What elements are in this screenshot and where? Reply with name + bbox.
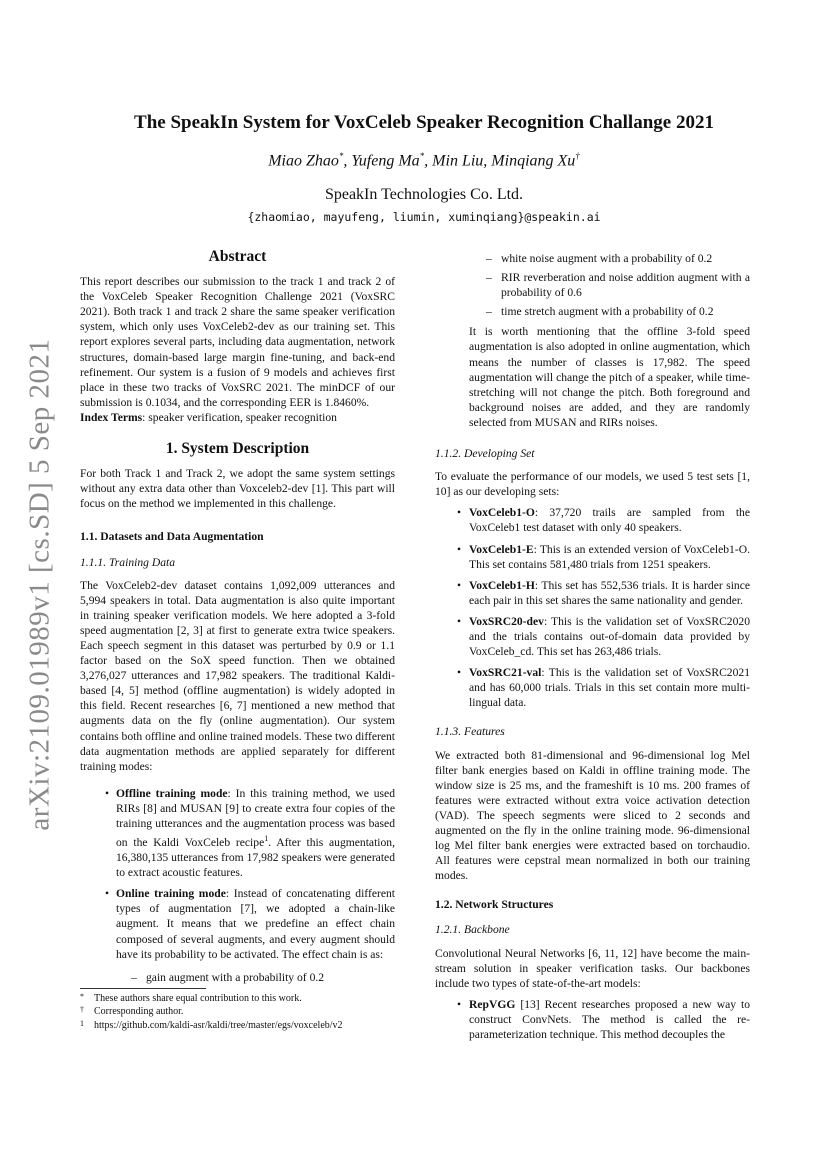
abstract-heading: Abstract — [208, 248, 267, 265]
author-mark: * — [338, 151, 344, 161]
effect-chain-item: – gain augment with a probability of 0.2 — [80, 970, 395, 985]
arxiv-sidebar-stamp — [8, 337, 72, 831]
text-run: to create extra four copies of the training utterances and the augmentation process was based on the Kaldi VoxCeleb recipe — [116, 801, 395, 849]
set-name: VoxCeleb1-E — [469, 542, 534, 556]
developing-set-item — [435, 578, 750, 608]
text-run: as our developing sets: — [450, 485, 560, 499]
backbone-paragraph — [435, 946, 750, 991]
citation-link[interactable]: [9] — [225, 801, 239, 815]
subsubsection-heading-training-data: 1.1.1. Training Data — [80, 555, 176, 569]
text-run: mentioned a new method that augments data on the fly (online augmentation). Our system contains both offline and online trained models. These two different data augmentation methods are applied separately for different training modes: — [80, 699, 395, 773]
footnote-text: https://github.com/kaldi-asr/kaldi/tree/master/egs/voxceleb/v2 — [94, 1019, 343, 1031]
footnote — [80, 1019, 420, 1032]
section-heading-system-description: 1. System Description — [165, 440, 310, 458]
citation-link[interactable]: [7] — [240, 902, 255, 916]
developing-set-item — [435, 505, 750, 535]
set-name: VoxCeleb1-H — [469, 578, 535, 592]
author-mark: * — [419, 151, 425, 161]
developing-set-item — [435, 542, 750, 572]
subsubsection-heading-developing-set: 1.1.2. Developing Set — [435, 447, 535, 461]
set-name: VoxSRC20-dev — [469, 614, 544, 628]
developing-set-list — [435, 505, 750, 710]
text-run: , we adopted a chain-like augment. It means that we predefine an effect chain composed of several augments, and every augment should have its probability to be activated. The effect chain is as: — [116, 902, 395, 961]
index-terms — [80, 410, 395, 425]
set-name: VoxCeleb1-O — [469, 506, 535, 520]
footnote-mark: * — [80, 992, 84, 1001]
subsection-heading-datasets: 1.1. Datasets and Data Augmentation — [80, 530, 264, 544]
subsubsection-heading-features: 1.1.3. Features — [435, 725, 505, 739]
list-item-offline-mode — [80, 786, 395, 880]
left-column — [80, 249, 395, 985]
footnote-mark: † — [80, 1005, 84, 1015]
effect-chain-item: – time stretch augment with a probability of 0.2 — [435, 304, 750, 319]
set-description: : This set has 552,536 trials. It is harder since each pair in this set shares the same nationality and gender. — [469, 578, 750, 607]
footnote — [80, 1005, 420, 1018]
effect-chain-item: – RIR reverberation and noise addition augment with a probability of 0.6 — [435, 270, 750, 300]
footnote-text: These authors share equal contribution to this work. — [94, 993, 302, 1004]
right-column — [435, 251, 750, 1042]
repvgg-label: RepVGG — [469, 997, 516, 1011]
set-description: : 37,720 trails are sampled from the VoxCeleb1 test dataset with only 40 speakers. — [469, 506, 750, 535]
text-run: : Instead of concatenating different types of augmentation — [116, 887, 395, 916]
list-item-online-mode — [80, 886, 395, 961]
developing-set-item — [435, 614, 750, 659]
text-run: The VoxCeleb2-dev dataset contains 1,092,009 utterances and 5,994 speakers in total. Data augmentation is also quite important in training speaker verification models. We here adopted a 3-fold speed augmentation — [80, 578, 395, 637]
footnote-text: Corresponding author. — [94, 1006, 184, 1018]
citation-link[interactable]: [13] — [520, 997, 540, 1011]
author-name: Min Liu — [432, 152, 484, 170]
text-run: Convolutional Neural Networks — [435, 946, 589, 960]
effect-chain-item: – white noise augment with a probability of 0.2 — [435, 251, 750, 266]
footnote — [80, 992, 420, 1005]
author-list: Miao Zhao*, Yufeng Ma*, Min Liu, Minqiang Xu† — [268, 151, 580, 170]
text-run: Recent researches proposed a new way to construct ConvNets. The method is called the re-parameterization technique. This method decouples the — [469, 997, 751, 1042]
text-run: To evaluate the performance of our models, we used 5 test sets — [435, 470, 738, 484]
citation-link[interactable]: [6, 7] — [219, 699, 247, 713]
developing-set-intro — [435, 469, 750, 499]
system-description-intro — [80, 466, 395, 511]
citation-link[interactable]: [6, 11, 12] — [588, 946, 638, 960]
affiliation: SpeakIn Technologies Co. Ltd. — [324, 186, 524, 203]
arxiv-identifier[interactable]: arXiv:2109.01989v1 [cs.SD] 5 Sep 2021 — [23, 337, 56, 831]
augmentation-note: It is worth mentioning that the offline 3-fold speed augmentation is also adopted in online augmentation, which means the number of classes is 17,982. The speed augmentation will change the pitch of a speaker, while time-stretching will not change the pitch. Both foreground and background noises are added, and they are randomly selected from MUSAN and RIRs noises. — [469, 325, 750, 429]
set-description: : This is the validation set of VoxSRC2020 and the trials contains out-of-domain data provided by VoxCeleb_cd. This set has 263,486 trials. — [469, 614, 750, 659]
text-run: have become the main-stream solution in speaker verification tasks. Our backbones include two types of state-of-the-art models: — [435, 946, 750, 990]
text-run: . After this augmentation, 16,380,135 utterances from 17,982 speakers were generated to extract acoustic features. — [116, 835, 395, 880]
offline-mode-label: Offline training mode — [116, 786, 228, 800]
citation-link[interactable]: [1] — [311, 482, 326, 496]
intro-text: . This part will focus on the method we implemented in this challenge. — [80, 482, 395, 511]
citation-link[interactable]: [8] — [143, 801, 157, 815]
citation-link[interactable]: [4, 5] — [111, 684, 139, 698]
subsubsection-heading-backbone: 1.2.1. Backbone — [435, 923, 510, 937]
list-item-repvgg — [435, 997, 750, 1042]
paper-title: The SpeakIn System for VoxCeleb Speaker Recognition Challange 2021 — [134, 112, 714, 133]
index-terms-label: Index Terms — [80, 410, 143, 424]
citation-link[interactable]: [1, 10] — [435, 470, 750, 499]
set-description: : This is the validation set of VoxSRC2021 and has 60,000 trials. Trials in this set contain more multi-lingual data. — [469, 666, 750, 710]
online-mode-label: Online training mode — [116, 887, 226, 901]
abstract-text: This report describes our submission to the track 1 and track 2 of the VoxCeleb Speaker Recognition Challenge 2021 (VoxSRC 2021). Both track 1 and track 2 share the same speaker verification system, which only uses VoxCeleb2-dev as our training set. This report explores several parts, including data augmentation, network structures, domain-based large margin fine-tuning, and back-end refinement. Our system is a fusion of 9 models and achieves first place in these two tracks of VoxSRC 2021. The minDCF of our submission is 0.1034, and the corresponding EER is 1.8460%. — [80, 275, 395, 409]
set-name: VoxSRC21-val — [469, 666, 542, 680]
developing-set-item — [435, 665, 750, 710]
footnotes — [80, 992, 420, 1032]
footnote-marker[interactable]: 1 — [264, 834, 269, 844]
text-run: method (offline augmentation) is widely adopted in this field. Recent researches — [80, 684, 395, 713]
index-terms-text: : speaker verification, speaker recognition — [142, 410, 337, 424]
author-emails: {zhaomiao, mayufeng, liumin, xuminqiang}@speakin.ai — [247, 210, 601, 224]
author-name: Yufeng Ma — [351, 152, 420, 170]
text-run: at first to generate extra twice speakers. Each speech segment in this dataset was perturbed by 0.9 or 1.1 factor based on the SoX speed function. Then we obtained 3,276,027 utterances and 17,982 speakers. The traditional Kaldi-based — [80, 623, 395, 698]
author-name: Miao Zhao — [268, 152, 339, 170]
training-data-paragraph — [80, 578, 395, 774]
footnote-divider — [80, 988, 206, 989]
citation-link[interactable]: [2, 3] — [176, 623, 203, 637]
offline-mode-text — [116, 787, 395, 879]
text-run: and MUSAN — [156, 801, 226, 815]
subsection-heading-network-structures: 1.2. Network Structures — [435, 898, 554, 912]
text-run: : In this training method, we used RIRs — [116, 786, 396, 815]
features-paragraph: We extracted both 81-dimensional and 96-dimensional log Mel filter bank energies based on Kaldi in offline training mode. The window size is 25 ms, and the frameshift is 10 ms. 200 frames of features were extracted without extra voice activation detection (VAD). The speech segments were sliced to 2 seconds and augmented on the fly in the online training mode. 96-dimensional log Mel filter bank energies were extracted based on torchaudio. All features were cepstral mean normalized in both our training modes. — [435, 748, 750, 883]
set-description: : This is an extended version of VoxCeleb1-O. This set contains 581,480 trials from 1251 speakers. — [469, 542, 750, 571]
intro-text: For both Track 1 and Track 2, we adopt the same system settings without any extra data other than Voxceleb2-dev — [80, 467, 395, 496]
footnote-mark: 1 — [80, 1018, 84, 1028]
author-name: Minqiang Xu — [491, 152, 576, 170]
author-mark: † — [575, 151, 580, 161]
